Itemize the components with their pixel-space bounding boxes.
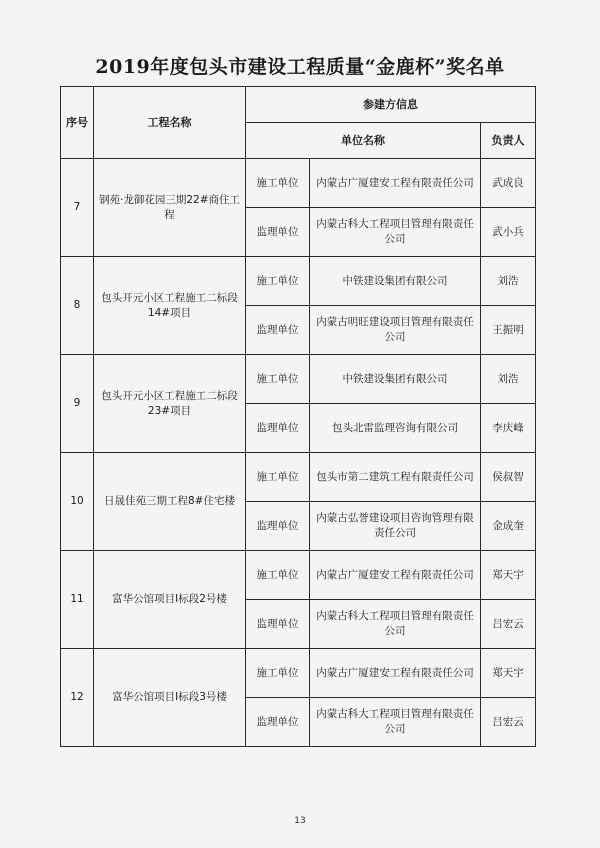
table-row	[61, 649, 536, 698]
role-cell: 监理单位	[246, 404, 310, 453]
unit-name-cell: 中铁建设集团有限公司	[310, 355, 481, 404]
unit-name-cell: 内蒙古明旺建设项目管理有限责任公司	[310, 306, 481, 355]
award-table	[60, 86, 536, 747]
person-cell: 吕宏云	[481, 600, 536, 649]
seq-cell: 12	[61, 649, 94, 747]
unit-name-cell: 包头市第二建筑工程有限责任公司	[310, 453, 481, 502]
project-name-cell: 日晟佳苑三期工程8#住宅楼	[94, 453, 246, 551]
header-project: 工程名称	[94, 87, 246, 159]
unit-name-cell: 内蒙古科大工程项目管理有限责任公司	[310, 208, 481, 257]
role-cell: 施工单位	[246, 355, 310, 404]
role-cell: 施工单位	[246, 453, 310, 502]
person-cell: 金成奎	[481, 502, 536, 551]
person-cell: 刘浩	[481, 355, 536, 404]
unit-name-cell: 内蒙古弘誉建设项目咨询管理有限责任公司	[310, 502, 481, 551]
unit-name-cell: 中铁建设集团有限公司	[310, 257, 481, 306]
table-row	[61, 159, 536, 208]
unit-name-cell: 包头北雷监理咨询有限公司	[310, 404, 481, 453]
unit-name-cell: 内蒙古广厦建安工程有限责任公司	[310, 551, 481, 600]
table-row	[61, 551, 536, 600]
person-cell: 王振明	[481, 306, 536, 355]
role-cell: 施工单位	[246, 551, 310, 600]
seq-cell: 8	[61, 257, 94, 355]
project-name-cell: 包头开元小区工程施工二标段23#项目	[94, 355, 246, 453]
role-cell: 监理单位	[246, 208, 310, 257]
seq-cell: 10	[61, 453, 94, 551]
person-cell: 刘浩	[481, 257, 536, 306]
person-cell: 李庆峰	[481, 404, 536, 453]
unit-name-cell: 内蒙古广厦建安工程有限责任公司	[310, 649, 481, 698]
person-cell: 郑天宇	[481, 649, 536, 698]
role-cell: 监理单位	[246, 502, 310, 551]
header-person: 负责人	[481, 123, 536, 159]
person-cell: 侯叔智	[481, 453, 536, 502]
unit-name-cell: 内蒙古科大工程项目管理有限责任公司	[310, 698, 481, 747]
table-row	[61, 453, 536, 502]
header-unit: 单位名称	[246, 123, 481, 159]
unit-name-cell: 内蒙古广厦建安工程有限责任公司	[310, 159, 481, 208]
seq-cell: 7	[61, 159, 94, 257]
person-cell: 武成良	[481, 159, 536, 208]
project-name-cell: 钢苑·龙御花园三期22#商住工程	[94, 159, 246, 257]
page-title: 2019年度包头市建设工程质量“金鹿杯”奖名单	[95, 56, 505, 78]
project-name-cell: 富华公馆项目I标段3号楼	[94, 649, 246, 747]
person-cell: 郑天宇	[481, 551, 536, 600]
table-row	[61, 257, 536, 306]
role-cell: 施工单位	[246, 159, 310, 208]
project-name-cell: 富华公馆项目I标段2号楼	[94, 551, 246, 649]
role-cell: 监理单位	[246, 306, 310, 355]
person-cell: 吕宏云	[481, 698, 536, 747]
unit-name-cell: 内蒙古科大工程项目管理有限责任公司	[310, 600, 481, 649]
page-number: 13	[294, 816, 306, 826]
table-row	[61, 355, 536, 404]
project-name-cell: 包头开元小区工程施工二标段14#项目	[94, 257, 246, 355]
role-cell: 施工单位	[246, 649, 310, 698]
role-cell: 监理单位	[246, 600, 310, 649]
role-cell: 施工单位	[246, 257, 310, 306]
header-participants: 参建方信息	[246, 87, 536, 123]
role-cell: 监理单位	[246, 698, 310, 747]
seq-cell: 11	[61, 551, 94, 649]
person-cell: 武小兵	[481, 208, 536, 257]
header-seq: 序号	[61, 87, 94, 159]
seq-cell: 9	[61, 355, 94, 453]
